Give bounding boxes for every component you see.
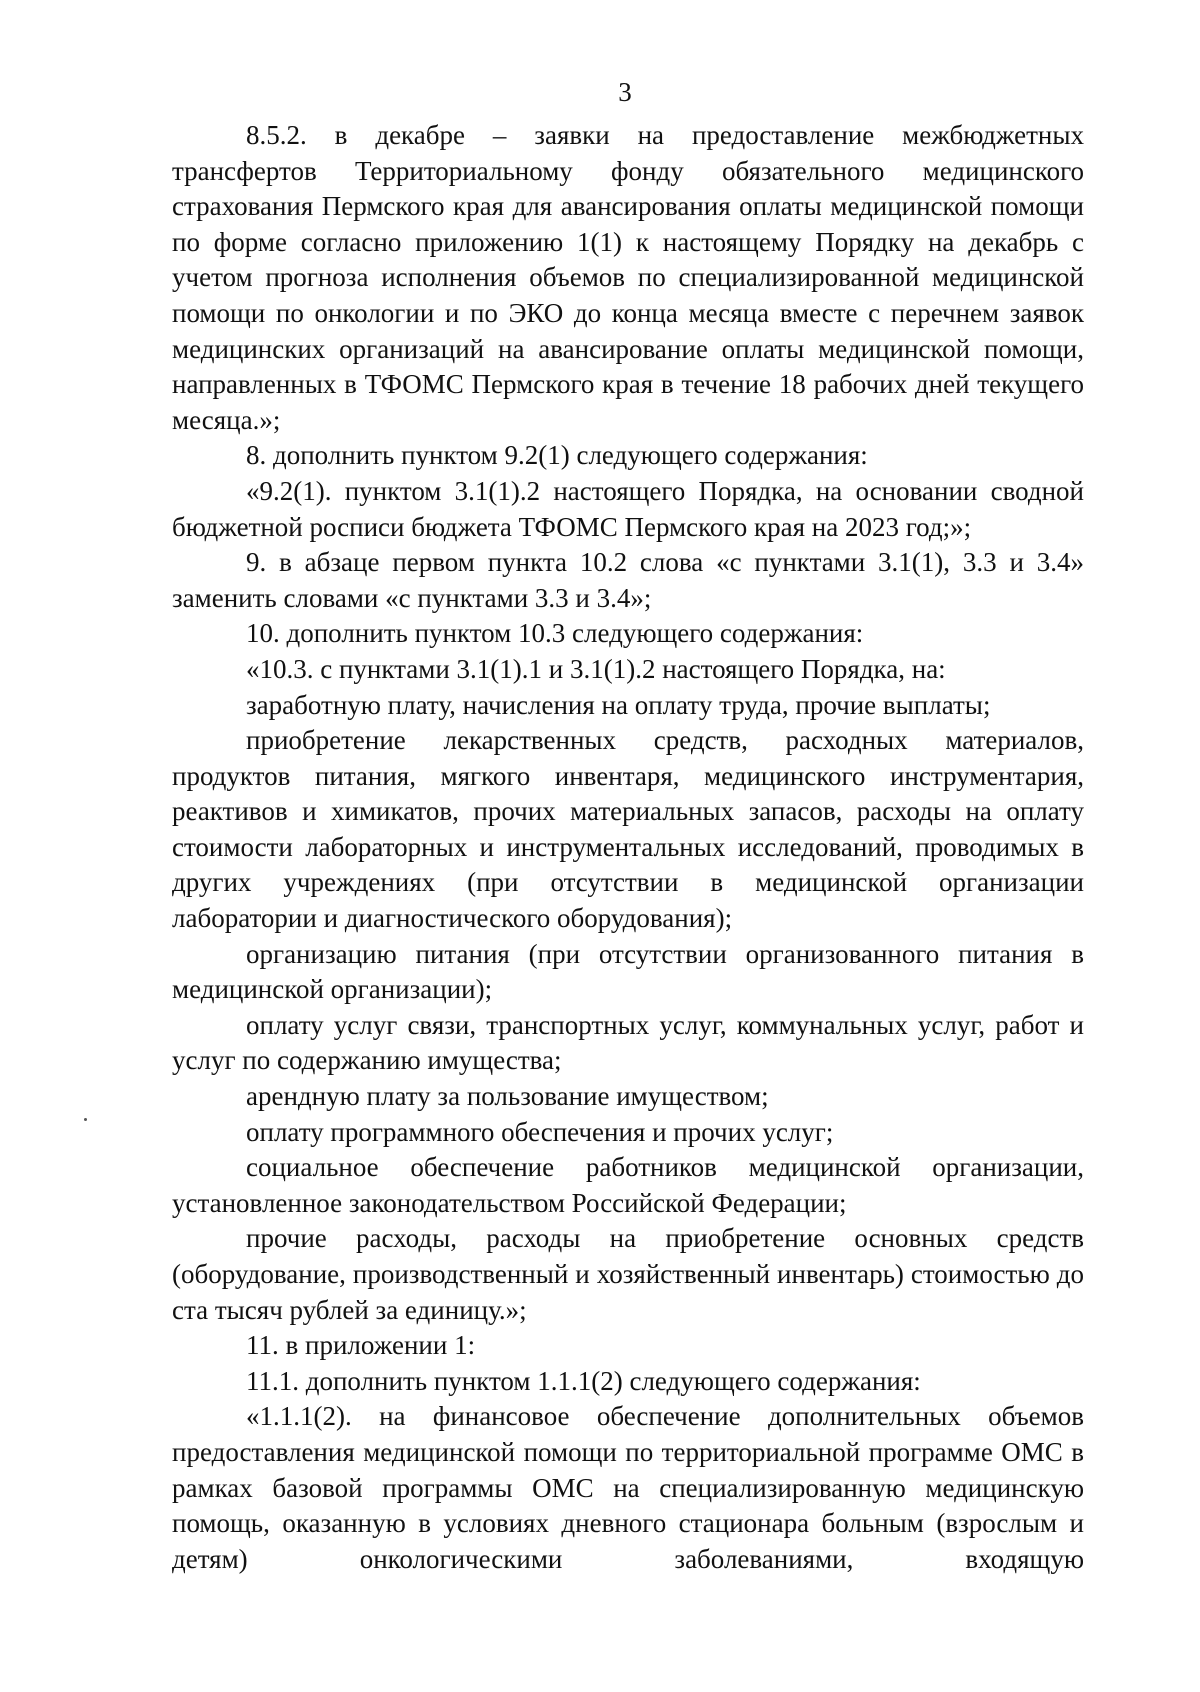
scan-speck xyxy=(84,1118,87,1121)
paragraph-rent: арендную плату за пользование имуществом; xyxy=(246,1081,769,1112)
paragraph-11-1: 11.1. дополнить пунктом 1.1.1(2) следующего содержания: xyxy=(246,1365,921,1396)
paragraph-9-2-1: «9.2(1). пунктом 3.1(1).2 настоящего Порядка, на основании сводной бюджетной росписи бюджета ТФОМС Пермского края на 2023 год;»; xyxy=(172,475,1084,542)
paragraph-utilities: оплату услуг связи, транспортных услуг, коммунальных услуг, работ и услуг по содержанию имущества; xyxy=(172,1009,1084,1076)
paragraph-10-3: «10.3. с пунктами 3.1(1).1 и 3.1(1).2 настоящего Порядка, на: xyxy=(246,653,946,684)
paragraph-other-expenses: прочие расходы, расходы на приобретение основных средств (оборудование, производственный и хозяйственный инвентарь) стоимостью до ста тысяч рублей за единицу.»; xyxy=(172,1223,1084,1325)
paragraph-catering: организацию питания (при отсутствии организованного питания в медицинской организации); xyxy=(172,938,1084,1005)
paragraph-item-9: 9. в абзаце первом пункта 10.2 слова «с пунктами 3.1(1), 3.3 и 3.4» заменить словами «с пунктами 3.3 и 3.4»; xyxy=(172,547,1084,613)
paragraph-item-10: 10. дополнить пунктом 10.3 следующего содержания: xyxy=(246,618,864,649)
document-body xyxy=(172,118,1084,1577)
paragraph-social-security: социальное обеспечение работников медицинской организации, установленное законодательством Российской Федерации; xyxy=(172,1152,1084,1218)
page-number: 3 xyxy=(618,77,632,107)
paragraph-item-8: 8. дополнить пунктом 9.2(1) следующего содержания: xyxy=(246,440,868,471)
paragraph-8-5-2: 8.5.2. в декабре – заявки на предоставление межбюджетных трансфертов Территориальному фонду обязательного медицинского страхования Пермского края для авансирования оплаты медицинской помощи по форме согласно приложению 1(1) к настоящему Порядку на декабрь с учетом прогноза исполнения объемов по специализированной медицинской помощи по онкологии и по ЭКО до конца месяца вместе с перечнем заявок медицинских организаций на авансирование оплаты медицинской помощи, направленных в ТФОМС Пермского края в течение 18 рабочих дней текущего месяца.»; xyxy=(172,120,1084,435)
paragraph-software: оплату программного обеспечения и прочих услуг; xyxy=(246,1116,834,1147)
paragraph-salary: заработную плату, начисления на оплату труда, прочие выплаты; xyxy=(246,689,991,720)
paragraph-purchases: приобретение лекарственных средств, расходных материалов, продуктов питания, мягкого инвентаря, медицинского инструментария, реактивов и химикатов, прочих материальных запасов, расходы на оплату стоимости лабораторных и инструментальных исследований, проводимых в других учреждениях (при отсутствии в медицинской организации лаборатории и диагностического оборудования); xyxy=(172,725,1084,934)
paragraph-item-11: 11. в приложении 1: xyxy=(246,1330,476,1361)
paragraph-1-1-1-2: «1.1.1(2). на финансовое обеспечение дополнительных объемов предоставления медицинской помощи по территориальной программе ОМС в рамках базовой программы ОМС на специализированную медицинскую помощь, оказанную в условиях дневного стационара больным (взрослым и детям) онкологическими заболеваниями, входящую xyxy=(172,1401,1084,1574)
